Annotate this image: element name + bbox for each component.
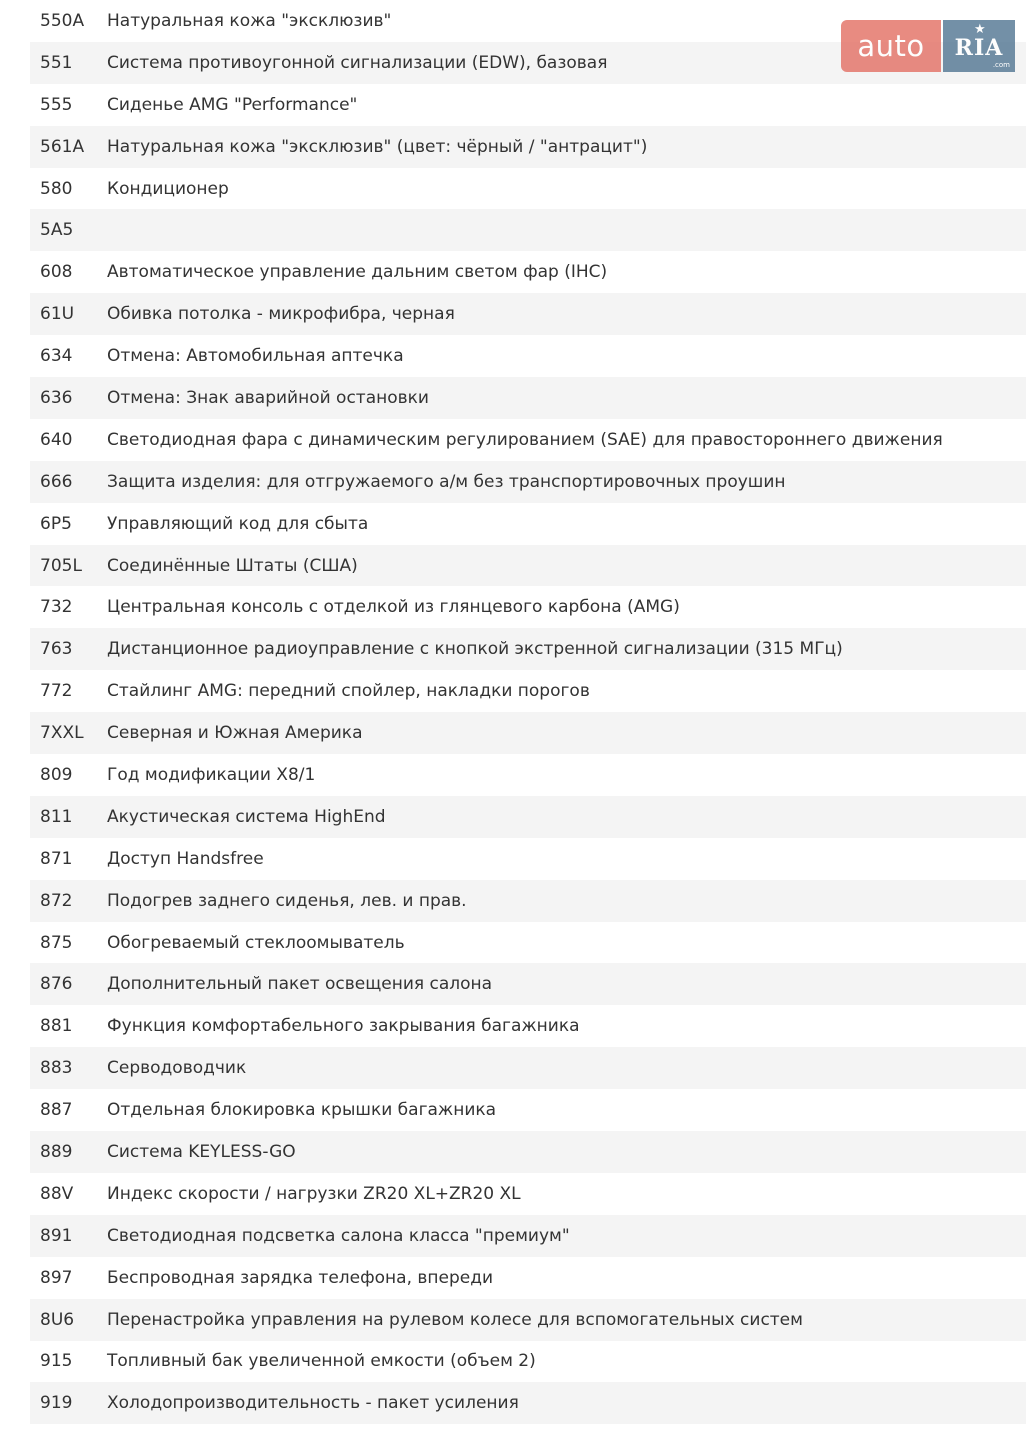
option-description: Перенастройка управления на рулевом колесе для вспомогательных систем — [107, 1309, 803, 1330]
table-row — [30, 545, 1026, 587]
option-code: 887 — [40, 1100, 73, 1121]
option-code: 876 — [40, 974, 73, 995]
table-row — [30, 796, 1026, 838]
option-description: Стайлинг AMG: передний спойлер, накладки порогов — [107, 681, 590, 702]
table-row — [30, 1341, 1026, 1383]
option-description: Отмена: Знак аварийной остановки — [107, 387, 429, 408]
table-row — [30, 168, 1026, 210]
watermark-auto-text: auto — [841, 20, 941, 72]
table-row — [30, 1047, 1026, 1089]
option-description: Система противоугонной сигнализации (EDW), базовая — [107, 52, 608, 73]
table-row — [30, 712, 1026, 754]
table-row — [30, 1382, 1026, 1424]
option-code: 919 — [40, 1393, 73, 1414]
table-row — [30, 461, 1026, 503]
option-code: 608 — [40, 262, 73, 283]
option-description: Холодопроизводительность - пакет усиления — [107, 1393, 519, 1414]
option-description: Год модификации X8/1 — [107, 764, 316, 785]
watermark-ria-block — [943, 20, 1015, 72]
option-description: Система KEYLESS-GO — [107, 1141, 296, 1162]
table-row — [30, 670, 1026, 712]
table-row — [30, 293, 1026, 335]
option-code: 881 — [40, 1016, 73, 1037]
table-row — [30, 754, 1026, 796]
option-code: 5A5 — [40, 220, 74, 241]
option-code: 634 — [40, 346, 73, 367]
table-row — [30, 126, 1026, 168]
option-description: Автоматическое управление дальним светом фар (IHC) — [107, 262, 608, 283]
table-row — [30, 1299, 1026, 1341]
option-description: Соединённые Штаты (США) — [107, 555, 358, 576]
watermark-ria-text: RIA — [954, 35, 1004, 61]
option-code: 871 — [40, 848, 73, 869]
option-code: 8U6 — [40, 1309, 75, 1330]
table-row — [30, 1005, 1026, 1047]
option-description: Управляющий код для сбыта — [107, 513, 369, 534]
option-code: 640 — [40, 429, 73, 450]
table-row — [30, 880, 1026, 922]
table-row — [30, 209, 1026, 251]
option-description: Светодиодная фара с динамическим регулированием (SAE) для правостороннего движения — [107, 429, 943, 450]
option-code: 897 — [40, 1267, 73, 1288]
table-row — [30, 628, 1026, 670]
option-code: 551 — [40, 52, 73, 73]
option-code: 6P5 — [40, 513, 72, 534]
option-description: Доступ Handsfree — [107, 848, 264, 869]
option-code: 809 — [40, 764, 73, 785]
option-description: Дополнительный пакет освещения салона — [107, 974, 493, 995]
table-row — [30, 838, 1026, 880]
option-description: Отдельная блокировка крышки багажника — [107, 1100, 497, 1121]
option-code: 580 — [40, 178, 73, 199]
option-description: Натуральная кожа "эксклюзив" — [107, 10, 392, 31]
table-row — [30, 1257, 1026, 1299]
option-description: Натуральная кожа "эксклюзив" (цвет: чёрный / "антрацит") — [107, 136, 648, 157]
option-code: 7XXL — [40, 723, 84, 744]
table-row — [30, 963, 1026, 1005]
option-description: Акустическая система HighEnd — [107, 806, 386, 827]
option-code: 88V — [40, 1183, 74, 1204]
table-row — [30, 586, 1026, 628]
option-code: 763 — [40, 639, 73, 660]
table-row — [30, 1173, 1026, 1215]
option-description: Кондиционер — [107, 178, 229, 199]
option-description: Подогрев заднего сиденья, лев. и прав. — [107, 890, 467, 911]
option-code: 666 — [40, 471, 73, 492]
option-description: Северная и Южная Америка — [107, 723, 363, 744]
table-row — [30, 335, 1026, 377]
option-description: Дистанционное радиоуправление с кнопкой экстренной сигнализации (315 МГц) — [107, 639, 843, 660]
table-row — [30, 503, 1026, 545]
option-description: Сиденье AMG "Performance" — [107, 94, 358, 115]
option-code: 875 — [40, 932, 73, 953]
option-description: Светодиодная подсветка салона класса "премиум" — [107, 1225, 570, 1246]
option-code-table — [30, 0, 1026, 1424]
option-description: Обивка потолка - микрофибра, черная — [107, 304, 455, 325]
watermark-com-text: .com — [992, 61, 1010, 69]
option-code: 811 — [40, 806, 73, 827]
option-description: Функция комфортабельного закрывания багажника — [107, 1016, 580, 1037]
option-code: 883 — [40, 1058, 73, 1079]
table-row — [30, 1089, 1026, 1131]
option-description: Центральная консоль с отделкой из глянцевого карбона (AMG) — [107, 597, 680, 618]
option-description: Серводоводчик — [107, 1058, 247, 1079]
option-code: 732 — [40, 597, 73, 618]
option-code: 889 — [40, 1141, 73, 1162]
option-description: Защита изделия: для отгружаемого а/м без транспортировочных проушин — [107, 471, 786, 492]
option-code: 872 — [40, 890, 73, 911]
option-code: 61U — [40, 304, 75, 325]
option-description: Обогреваемый стеклоомыватель — [107, 932, 405, 953]
option-code: 555 — [40, 94, 73, 115]
table-row — [30, 1215, 1026, 1257]
option-code: 705L — [40, 555, 82, 576]
table-row — [30, 1131, 1026, 1173]
table-row — [30, 922, 1026, 964]
option-code: 550A — [40, 10, 85, 31]
option-code: 636 — [40, 387, 73, 408]
option-description: Беспроводная зарядка телефона, впереди — [107, 1267, 494, 1288]
option-code: 772 — [40, 681, 73, 702]
option-code: 915 — [40, 1351, 73, 1372]
table-row — [30, 377, 1026, 419]
option-code: 561A — [40, 136, 85, 157]
table-row — [30, 84, 1026, 126]
option-description: Топливный бак увеличенной емкости (объем 2) — [107, 1351, 536, 1372]
autoria-watermark — [841, 20, 1015, 72]
table-row — [30, 419, 1026, 461]
table-row — [30, 251, 1026, 293]
option-code: 891 — [40, 1225, 73, 1246]
option-description: Отмена: Автомобильная аптечка — [107, 346, 404, 367]
star-icon: ★ — [974, 22, 986, 37]
option-description: Индекс скорости / нагрузки ZR20 XL+ZR20 XL — [107, 1183, 521, 1204]
